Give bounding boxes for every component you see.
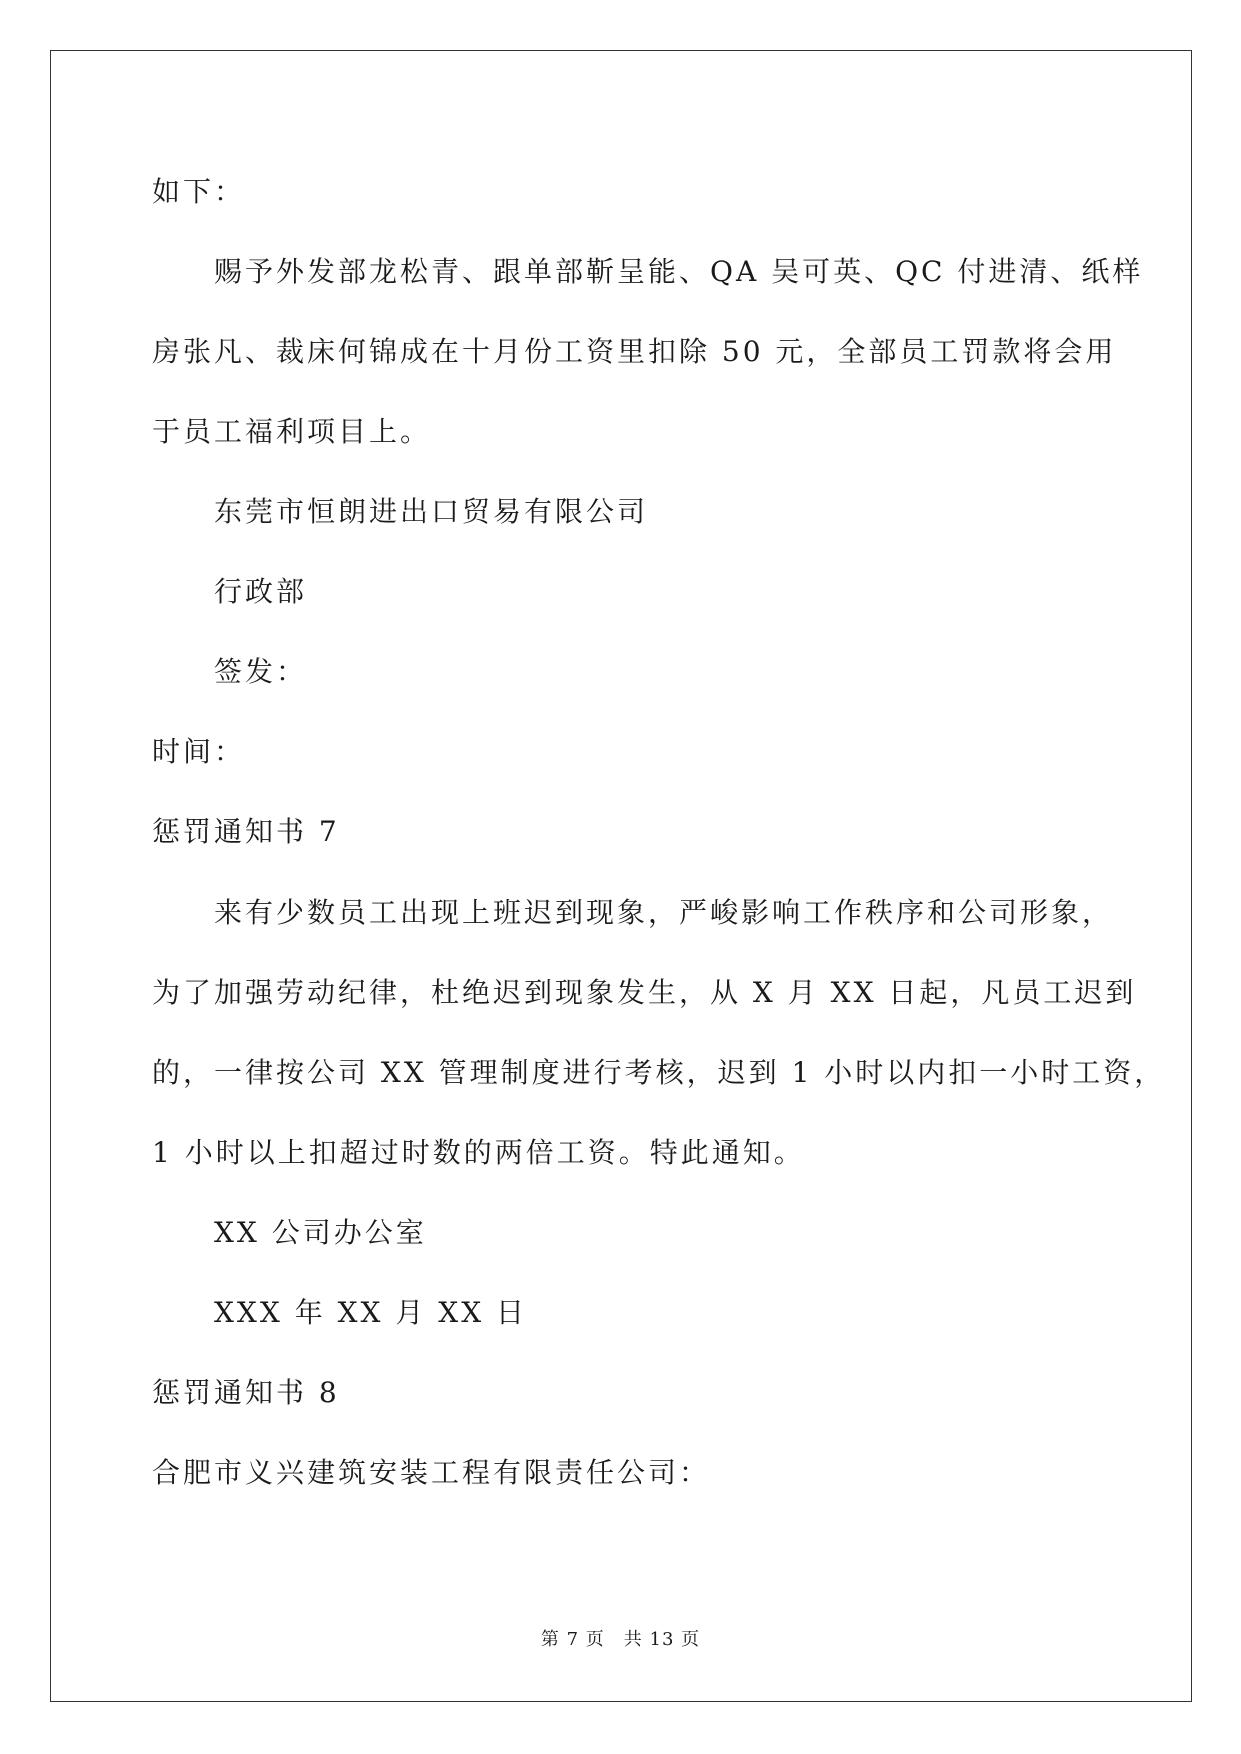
page-number-footer: 第 7 页 共 13 页 [540, 1629, 701, 1650]
paragraph-line: 的，一律按公司 XX 管理制度进行考核，迟到 1 小时以内扣一小时工资， [152, 1056, 1166, 1089]
paragraph-line: 来有少数员工出现上班迟到现象，严峻影响工作秩序和公司形象， [214, 896, 1114, 929]
paragraph-line: 房张凡、裁床何锦成在十月份工资里扣除 50 元，全部员工罚款将会用 [152, 335, 1117, 368]
paragraph-line: 于员工福利项目上。 [152, 415, 432, 448]
section-heading: 惩罚通知书 8 [152, 1376, 340, 1409]
date-line: XXX 年 XX 月 XX 日 [214, 1296, 528, 1329]
department-name: 行政部 [214, 575, 308, 608]
text-line: 如下： [152, 175, 246, 208]
paragraph-line: 赐予外发部龙松青、跟单部靳呈能、QA 吴可英、QC 付进清、纸样 [214, 255, 1144, 288]
signature-label: 签发： [214, 655, 308, 688]
section-heading: 惩罚通知书 7 [152, 815, 340, 848]
paragraph-line: 为了加强劳动纪律，杜绝迟到现象发生，从 X 月 XX 日起，凡员工迟到 [152, 976, 1137, 1009]
paragraph-line: 1 小时以上扣超过时数的两倍工资。特此通知。 [152, 1136, 805, 1169]
company-name: 东莞市恒朗进出口贸易有限公司 [214, 495, 649, 528]
addressee-line: 合肥市义兴建筑安装工程有限责任公司： [152, 1456, 711, 1489]
time-label: 时间： [152, 735, 246, 768]
office-name: XX 公司办公室 [214, 1216, 427, 1249]
